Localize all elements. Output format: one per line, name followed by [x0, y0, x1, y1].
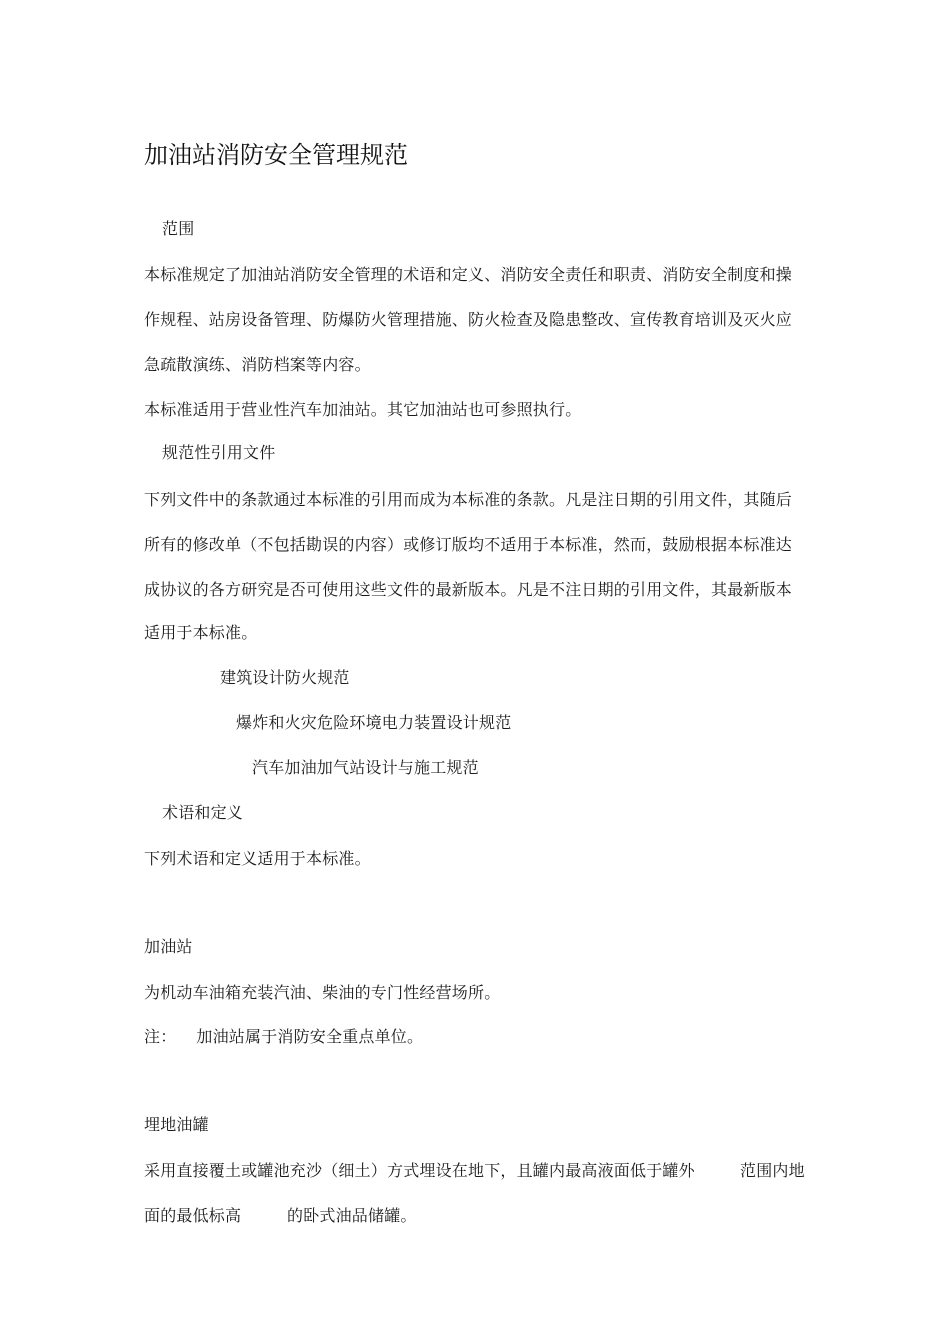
document-title: 加油站消防安全管理规范 — [144, 141, 408, 169]
note-text: 加油站属于消防安全重点单位。 — [196, 1027, 424, 1046]
paragraph-line: 下列文件中的条款通过本标准的引用而成为本标准的条款。凡是注日期的引用文件，其随后 — [144, 490, 793, 509]
section-heading-scope: 范围 — [162, 219, 195, 238]
paragraph-line: 急疏散演练、消防档案等内容。 — [144, 355, 371, 374]
term-definition: 为机动车油箱充装汽油、柴油的专门性经营场所。 — [144, 983, 501, 1002]
section-heading-references: 规范性引用文件 — [162, 443, 276, 462]
paragraph-line: 成协议的各方研究是否可使用这些文件的最新版本。凡是不注日期的引用文件，其最新版本 — [144, 580, 793, 599]
term-name: 埋地油罐 — [144, 1115, 209, 1134]
term-note — [144, 1027, 423, 1047]
paragraph-line: 本标准规定了加油站消防安全管理的术语和定义、消防安全责任和职责、消防安全制度和操 — [144, 265, 793, 284]
reference-item: 汽车加油加气站设计与施工规范 — [252, 758, 479, 777]
paragraph-line: 适用于本标准。 — [144, 623, 258, 642]
section-heading-terms: 术语和定义 — [162, 803, 244, 822]
reference-item: 爆炸和火灾危险环境电力装置设计规范 — [236, 713, 512, 732]
term-name: 加油站 — [144, 937, 193, 956]
paragraph-line: 所有的修改单（不包括勘误的内容）或修订版均不适用于本标准，然而，鼓励根据本标准达 — [144, 535, 793, 554]
paragraph-line: 本标准适用于营业性汽车加油站。其它加油站也可参照执行。 — [144, 400, 582, 419]
paragraph-line: 下列术语和定义适用于本标准。 — [144, 849, 371, 868]
term-definition-line: 面的最低标高 — [144, 1206, 242, 1225]
term-definition-line: 的卧式油品储罐。 — [287, 1206, 417, 1225]
term-definition-line: 采用直接覆土或罐池充沙（细土）方式埋设在地下，且罐内最高液面低于罐外 — [144, 1161, 695, 1180]
paragraph-line: 作规程、站房设备管理、防爆防火管理措施、防火检查及隐患整改、宣传教育培训及灭火应 — [144, 310, 793, 329]
note-label: 注： — [144, 1027, 177, 1046]
term-definition-line: 范围内地 — [740, 1161, 805, 1180]
reference-item: 建筑设计防火规范 — [220, 668, 350, 687]
